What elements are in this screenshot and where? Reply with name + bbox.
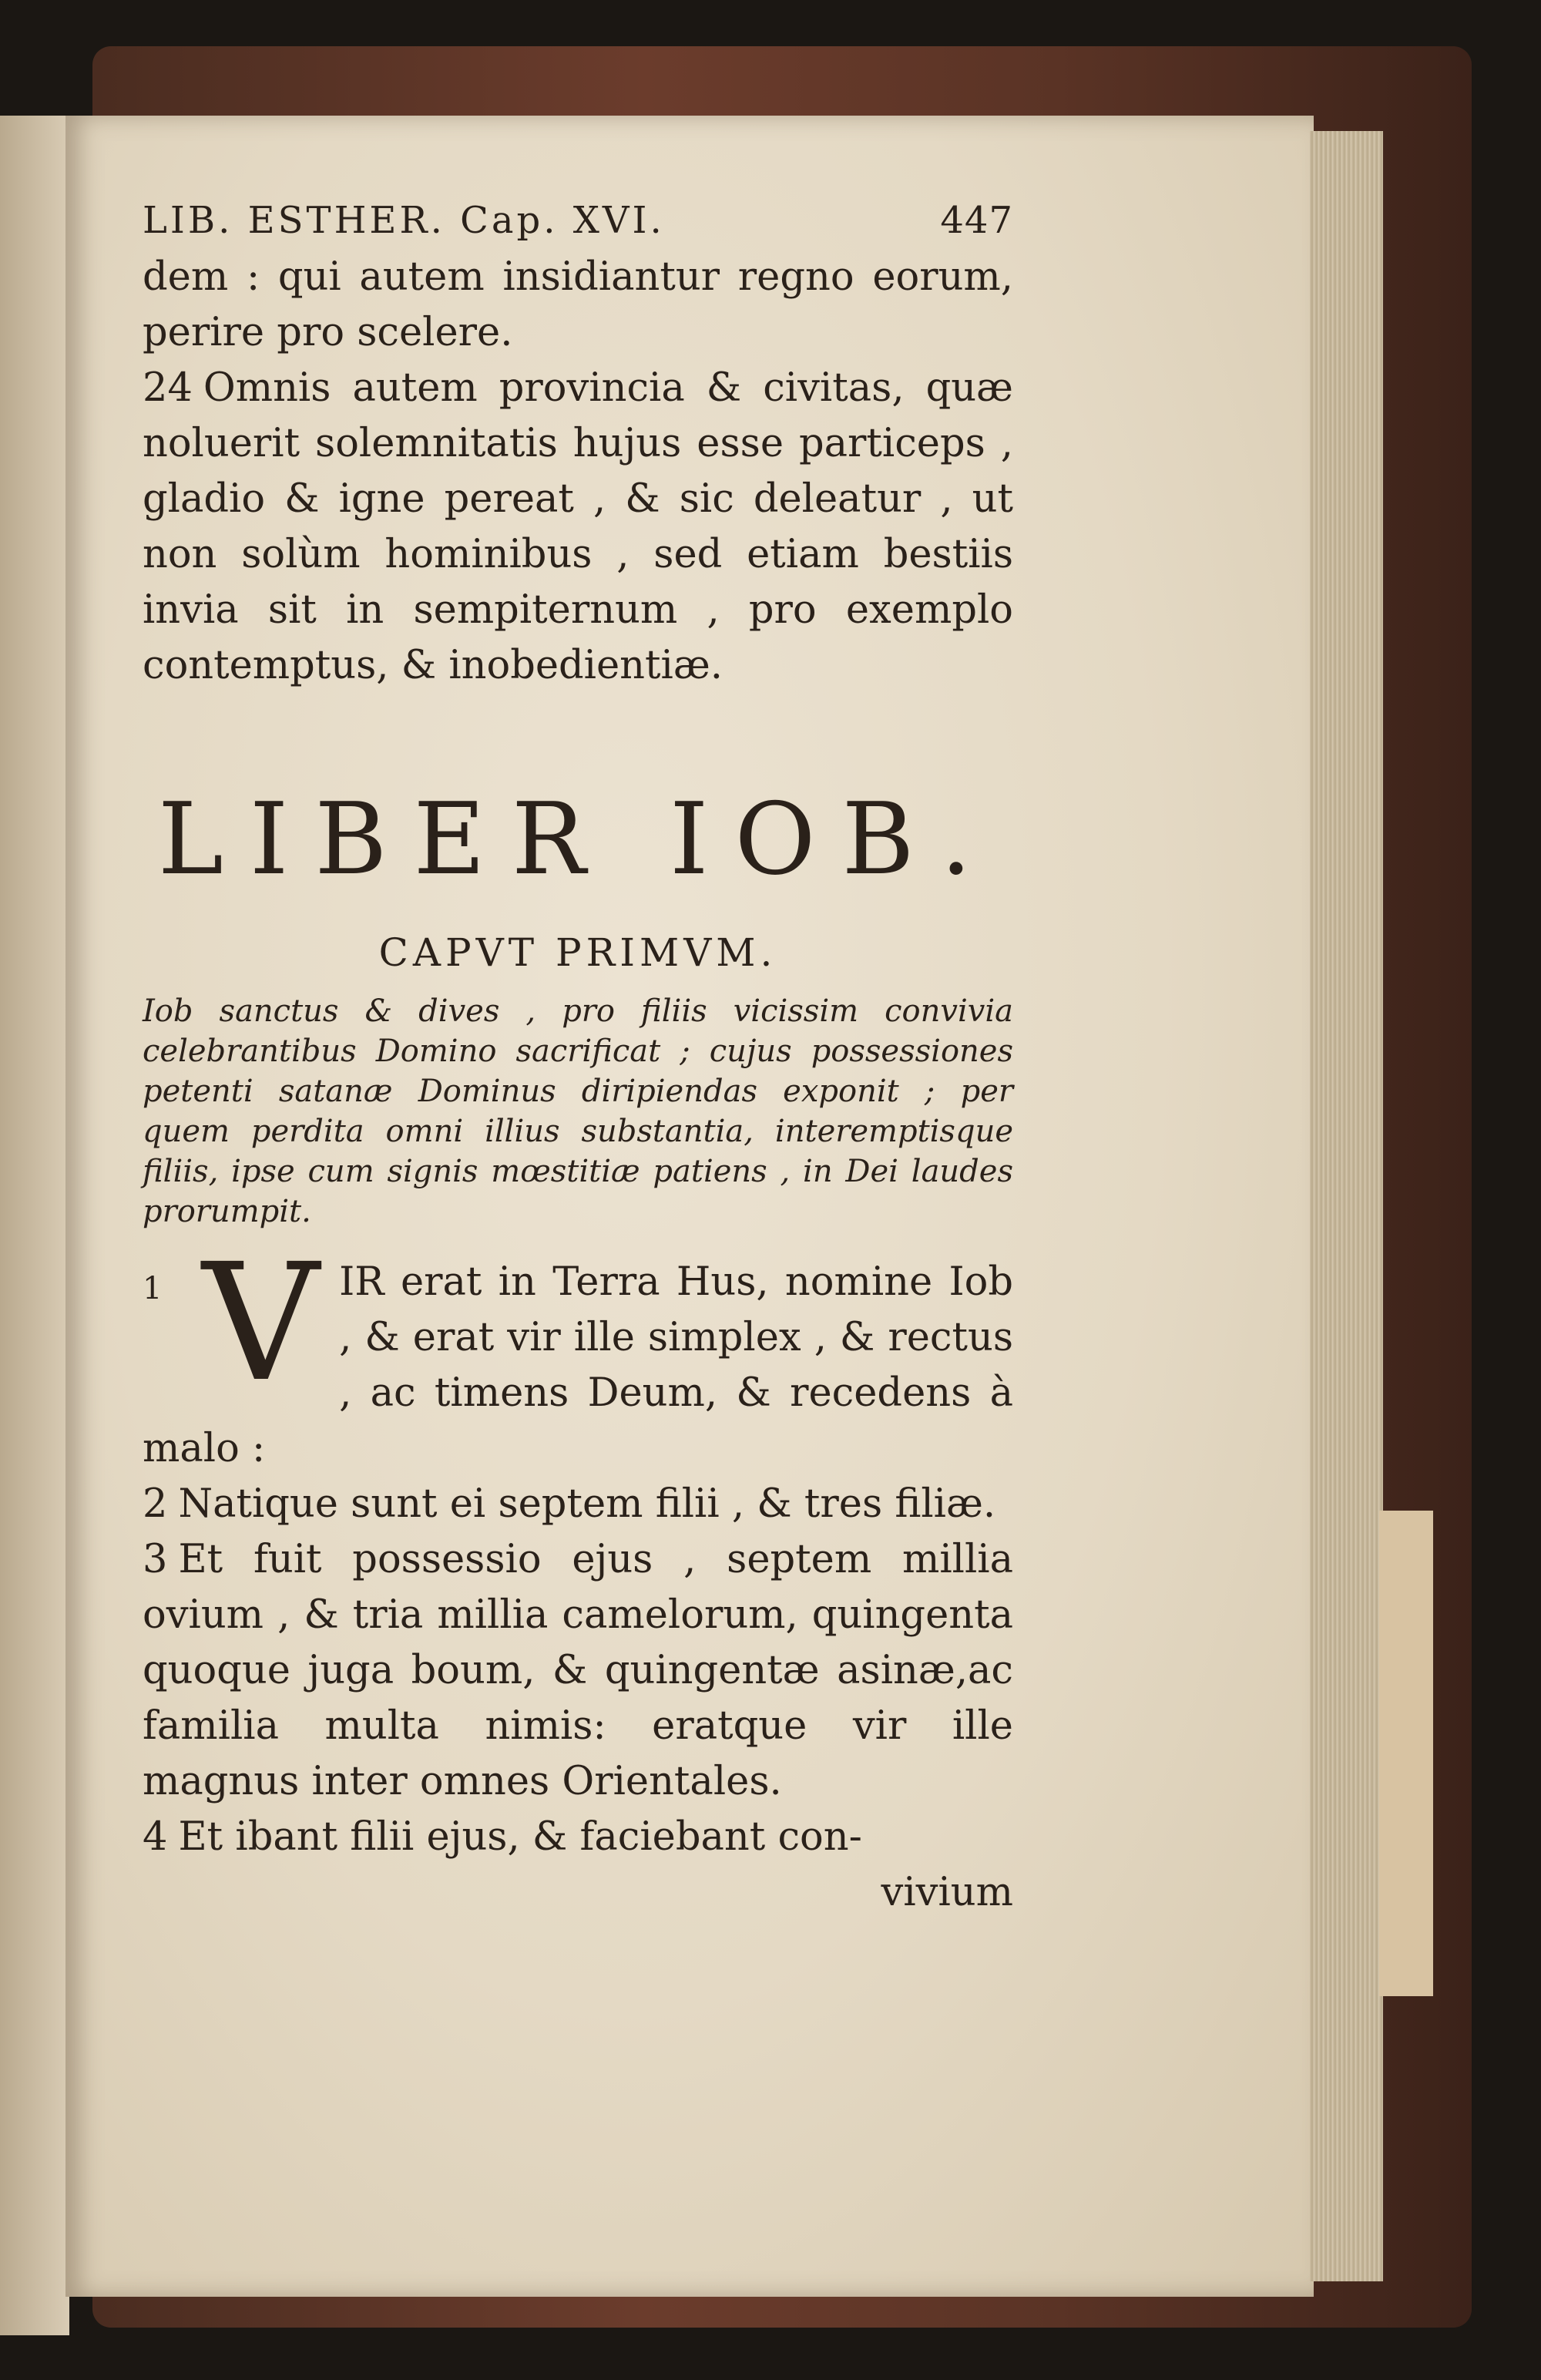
catchword: vivium xyxy=(881,1870,1013,1915)
verse-text: Et ibant filii ejus, & faciebant con- xyxy=(178,1814,862,1860)
verse-text: erat in Terra Hus, nomine Iob , & erat vir ille simplex , & rectus , ac timens Deum, & recedens à malo : xyxy=(143,1259,1013,1471)
page-edges xyxy=(1310,131,1383,2281)
verse-number: 24 xyxy=(143,365,193,411)
verse-24 xyxy=(143,361,1013,694)
verse-4 xyxy=(143,1810,1013,1865)
verse-number: 4 xyxy=(143,1814,168,1860)
verse-number: 3 xyxy=(143,1537,168,1582)
chapter-summary: Iob sanctus & dives , pro filiis vicissim convivia celebrantibus Domino sacrificat ; cujus possessiones petenti satanæ Dominus diripiendas exponit ; per quem perdita omni illius substantia, interemptisque filiis, ipse cum signis mœstitiæ patiens , in Dei laudes prorumpit. xyxy=(143,993,1013,1229)
verse-number: 2 xyxy=(143,1481,168,1527)
book-title: LIBER IOB. xyxy=(157,782,999,897)
running-head xyxy=(143,193,1013,248)
verse-text: Omnis autem provincia & civitas, quæ noluerit solemnitatis hujus esse particeps , gladio & igne pereat , & sic deleatur , ut non solùm hominibus , sed etiam bestiis invia sit in sempiternum , pro exemplo contemptus, & inobedientiæ. xyxy=(143,365,1013,688)
facing-page-edge xyxy=(0,116,69,2335)
page-number: 447 xyxy=(940,199,1013,242)
running-head-title: LIB. ESTHER. Cap. XVI. xyxy=(143,199,665,242)
continuation-text: dem : qui autem insidiantur regno eorum, perire pro scelere. xyxy=(143,254,1013,355)
bookmark-slip xyxy=(1379,1511,1433,1996)
verse-1 xyxy=(143,1255,1013,1477)
verse-text: Natique sunt ei septem filii , & tres filiæ. xyxy=(178,1481,996,1527)
verse-text: Et fuit possessio ejus , septem millia ovium , & tria millia camelorum, quingenta quoque juga boum, & quingentæ asinæ,ac familia multa nimis: eratque vir ille magnus inter omnes Orientales. xyxy=(143,1537,1013,1804)
drop-cap: V xyxy=(202,1255,320,1417)
verse-3 xyxy=(143,1532,1013,1810)
verse-2 xyxy=(143,1477,1013,1532)
chapter-title: CAPVT PRIMVM. xyxy=(378,930,777,975)
verse-number: 1 xyxy=(143,1271,163,1306)
first-word-rest: IR xyxy=(339,1259,384,1305)
page-text xyxy=(143,193,1013,1921)
